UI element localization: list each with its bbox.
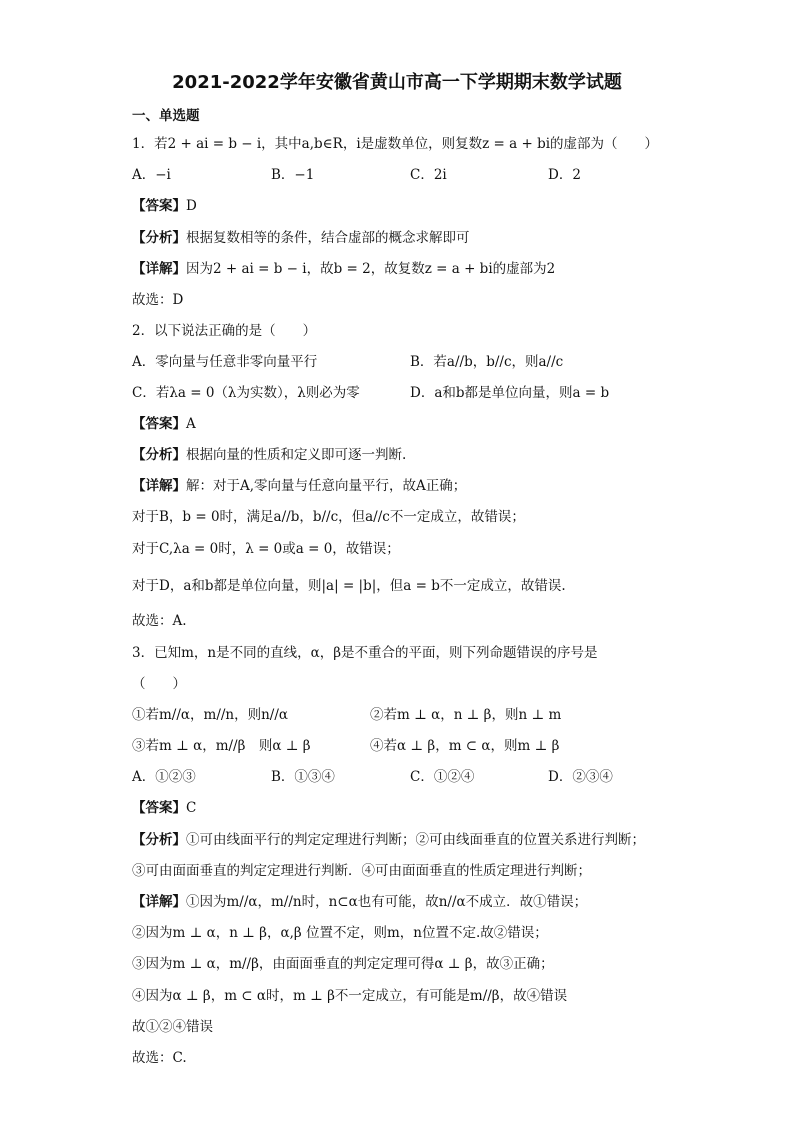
q2-analysis bbox=[132, 443, 406, 463]
analysis-label: 【分析】 bbox=[132, 230, 186, 246]
detail-label: 【详解】 bbox=[132, 261, 186, 277]
q3-proposition-3: ③若m ⊥ α，m//β 则α ⊥ β bbox=[132, 738, 311, 754]
q1-conclusion: 故选：D bbox=[132, 292, 184, 308]
analysis-text: 根据复数相等的条件，结合虚部的概念求解即可 bbox=[186, 230, 470, 246]
q3-option-d: D．②③④ bbox=[548, 769, 613, 785]
q1-option-d: D．2 bbox=[548, 167, 581, 183]
analysis-label: 【分析】 bbox=[132, 832, 186, 848]
question-1-stem: 1．若2 + ai = b − i，其中a,b∈R，i是虚数单位，则复数z = a + bi的虚部为（ ） bbox=[132, 136, 659, 152]
q2-detail bbox=[132, 474, 466, 494]
q2-detail-line: 对于C,λa = 0时，λ = 0或a = 0，故错误； bbox=[132, 541, 400, 557]
q3-option-b: B．①③④ bbox=[271, 769, 335, 785]
q2-option-c: C．若λa = 0（λ为实数），λ则必为零 bbox=[132, 385, 360, 401]
answer-label: 【答案】 bbox=[132, 198, 186, 214]
q3-proposition-4: ④若α ⊥ β，m ⊂ α，则m ⊥ β bbox=[370, 738, 560, 754]
section-heading: 一、单选题 bbox=[132, 108, 200, 124]
detail-text: 解：对于A,零向量与任意向量平行，故A正确； bbox=[186, 478, 467, 494]
q2-option-b: B．若a//b，b//c，则a//c bbox=[410, 354, 564, 370]
analysis-text: ①可由线面平行的判定定理进行判断；②可由线面垂直的位置关系进行判断； bbox=[186, 832, 645, 848]
detail-text: ①因为m//α，m//n时，n⊂α也有可能，故n//α不成立．故①错误； bbox=[186, 894, 588, 910]
q2-detail-line: 对于B，b = 0时，满足a//b，b//c，但a//c不一定成立，故错误； bbox=[132, 509, 525, 525]
q3-detail-line: ④因为α ⊥ β，m ⊂ α时，m ⊥ β不一定成立，有可能是m//β，故④错误 bbox=[132, 988, 568, 1004]
q1-option-b: B．−1 bbox=[271, 167, 315, 183]
page-title: 2021-2022学年安徽省黄山市高一下学期期末数学试题 bbox=[172, 72, 622, 93]
q1-detail bbox=[132, 257, 555, 277]
q3-detail bbox=[132, 890, 587, 910]
q2-option-d: D．a和b都是单位向量，则a = b bbox=[410, 385, 610, 401]
q3-conclusion: 故选：C. bbox=[132, 1050, 187, 1066]
answer-value: D bbox=[186, 198, 197, 214]
q3-option-c: C．①②④ bbox=[410, 769, 475, 785]
detail-text: 因为2 + ai = b − i，故b = 2，故复数z = a + bi的虚部为2 bbox=[186, 261, 556, 277]
q2-conclusion: 故选：A. bbox=[132, 613, 187, 629]
q3-detail-line: ③因为m ⊥ α，m//β，由面面垂直的判定定理可得α ⊥ β，故③正确； bbox=[132, 956, 554, 972]
q2-option-a: A．零向量与任意非零向量平行 bbox=[132, 354, 318, 370]
q2-answer bbox=[132, 412, 196, 432]
q1-option-a: A．−i bbox=[132, 167, 171, 183]
q1-analysis bbox=[132, 226, 470, 246]
q1-option-c: C．2i bbox=[410, 167, 447, 183]
q3-option-a: A．①②③ bbox=[132, 769, 196, 785]
q3-detail-line: 故①②④错误 bbox=[132, 1019, 213, 1035]
q3-analysis bbox=[132, 828, 645, 848]
q3-proposition-2: ②若m ⊥ α，n ⊥ β，则n ⊥ m bbox=[370, 707, 562, 723]
answer-value: A bbox=[186, 416, 196, 432]
q2-detail-line: 对于D，a和b都是单位向量，则|a| = |b|，但a = b不一定成立，故错误. bbox=[132, 578, 566, 594]
q3-answer bbox=[132, 796, 196, 816]
analysis-label: 【分析】 bbox=[132, 447, 186, 463]
answer-label: 【答案】 bbox=[132, 416, 186, 432]
detail-label: 【详解】 bbox=[132, 894, 186, 910]
detail-label: 【详解】 bbox=[132, 478, 186, 494]
q3-proposition-1: ①若m//α，m//n，则n//α bbox=[132, 707, 289, 723]
question-3-stem-paren: （ ） bbox=[132, 676, 186, 692]
q3-analysis-line: ③可由面面垂直的判定定理进行判断．④可由面面垂直的性质定理进行判断； bbox=[132, 863, 591, 879]
question-3-stem: 3．已知m，n是不同的直线，α，β是不重合的平面，则下列命题错误的序号是 bbox=[132, 645, 598, 661]
q3-detail-line: ②因为m ⊥ α，n ⊥ β，α,β 位置不定，则m，n位置不定.故②错误； bbox=[132, 925, 548, 941]
answer-value: C bbox=[186, 800, 197, 816]
analysis-text: 根据向量的性质和定义即可逐一判断. bbox=[186, 447, 407, 463]
question-2-stem: 2．以下说法正确的是（ ） bbox=[132, 323, 317, 339]
answer-label: 【答案】 bbox=[132, 800, 186, 816]
q1-answer bbox=[132, 194, 197, 214]
